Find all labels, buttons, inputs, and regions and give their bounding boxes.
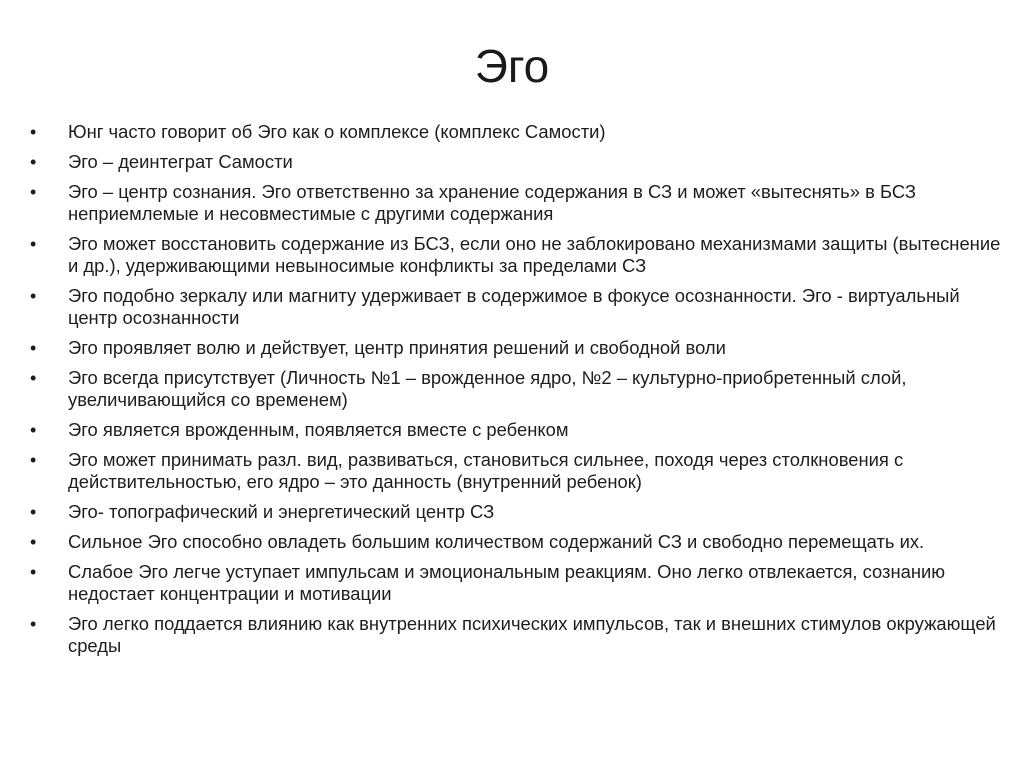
list-item	[30, 337, 1005, 359]
bullet-icon: •	[30, 532, 37, 552]
list-item	[30, 285, 1005, 329]
bullet-icon: •	[30, 562, 37, 582]
bullet-text: Эго может восстановить содержание из БСЗ, если оно не заблокировано механизмами защиты (вытеснение и др.), удерживающими невыносимые конфликты за пределами СЗ	[68, 233, 1001, 276]
list-item	[30, 121, 1005, 143]
bullet-icon: •	[30, 152, 37, 172]
bullet-icon: •	[30, 182, 37, 202]
bullet-text: Сильное Эго способно овладеть большим количеством содержаний СЗ и свободно перемещать их.	[68, 531, 925, 552]
bullet-text: Эго всегда присутствует (Личность №1 – врожденное ядро, №2 – культурно-приобретенный слой, увеличивающийся со временем)	[68, 367, 907, 410]
list-item	[30, 419, 1005, 441]
bullet-text: Эго – деинтеграт Самости	[68, 151, 293, 172]
bullet-text: Эго проявляет волю и действует, центр принятия решений и свободной воли	[68, 337, 726, 358]
bullet-text: Юнг часто говорит об Эго как о комплексе (комплекс Самости)	[68, 121, 606, 142]
bullet-icon: •	[30, 122, 37, 142]
bullet-icon: •	[30, 502, 37, 522]
list-item	[30, 449, 1005, 493]
list-item	[30, 151, 1005, 173]
bullet-text: Слабое Эго легче уступает импульсам и эмоциональным реакциям. Оно легко отвлекается, сознанию недостает концентрации и мотивации	[68, 561, 946, 604]
bullet-icon: •	[30, 338, 37, 358]
list-item	[30, 367, 1005, 411]
bullet-text: Эго может принимать разл. вид, развиваться, становиться сильнее, походя через столкновения с действительностью, его ядро – это данность (внутренний ребенок)	[68, 449, 904, 492]
bullet-icon: •	[30, 450, 37, 470]
bullet-text: Эго подобно зеркалу или магниту удерживает в содержимое в фокусе осознанности. Эго - виртуальный центр осознанности	[68, 285, 960, 328]
list-item	[30, 531, 1005, 553]
list-item	[30, 181, 1005, 225]
bullet-text: Эго легко поддается влиянию как внутренних психических импульсов, так и внешних стимулов окружающей среды	[68, 613, 996, 656]
slide-title: Эго	[474, 40, 550, 92]
bullet-icon: •	[30, 286, 37, 306]
bullet-icon: •	[30, 614, 37, 634]
bullet-icon: •	[30, 234, 37, 254]
list-item	[30, 561, 1005, 605]
bullet-text: Эго – центр сознания. Эго ответственно за хранение содержания в СЗ и может «вытеснять» в БСЗ неприемлемые и несовместимые с другими содержания	[68, 181, 916, 224]
bullet-list	[30, 121, 1005, 665]
list-item	[30, 233, 1005, 277]
list-item	[30, 501, 1005, 523]
bullet-text: Эго- топографический и энергетический центр СЗ	[68, 501, 495, 522]
bullet-text: Эго является врожденным, появляется вместе с ребенком	[68, 419, 569, 440]
bullet-icon: •	[30, 420, 37, 440]
bullet-icon: •	[30, 368, 37, 388]
list-item	[30, 613, 1005, 657]
